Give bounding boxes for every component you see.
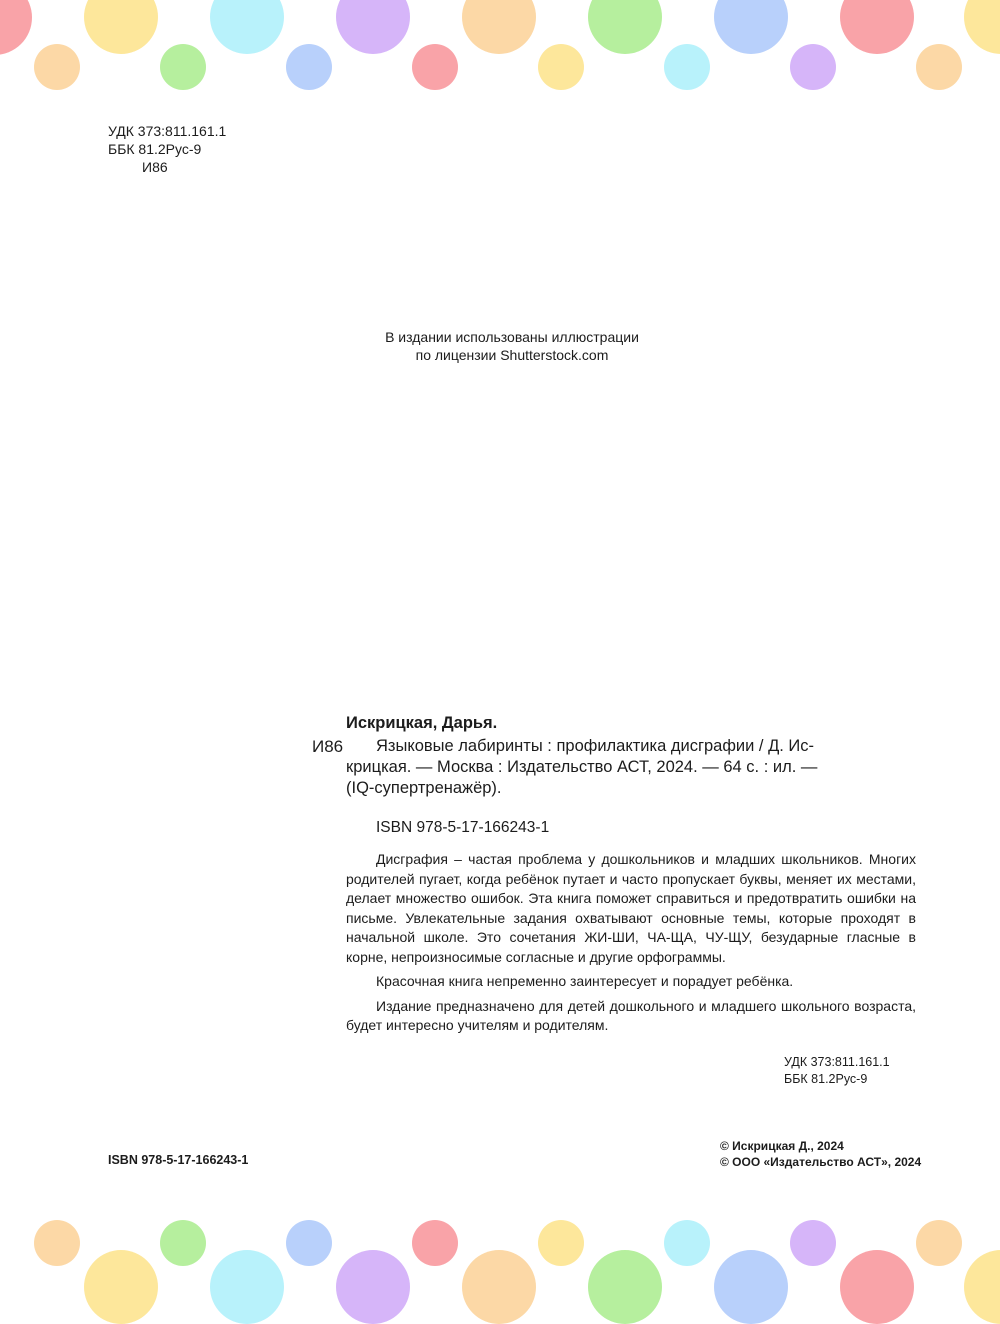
decor-dot	[840, 1250, 914, 1324]
decor-dot	[286, 1220, 332, 1266]
decor-dot	[84, 0, 158, 54]
license-line-2: по лицензии Shutterstock.com	[415, 347, 609, 363]
record-title-line-3: (IQ-супертренажёр).	[346, 779, 502, 797]
bbk-code: ББК 81.2Рус-9	[108, 141, 202, 157]
decor-dot	[34, 44, 80, 90]
record-title-line-1: Языковые лабиринты : профилактика дисграфии / Д. Ис-	[376, 737, 815, 755]
decor-dot	[664, 1220, 710, 1266]
decor-dot	[916, 44, 962, 90]
decor-dot	[34, 1220, 80, 1266]
decor-dot	[538, 1220, 584, 1266]
decor-dot	[462, 0, 536, 54]
decor-dot	[462, 1250, 536, 1324]
decor-dot	[336, 1250, 410, 1324]
decor-dot	[916, 1220, 962, 1266]
decor-dot	[714, 0, 788, 54]
author-mark: И86	[142, 159, 168, 175]
decor-dot	[538, 44, 584, 90]
decor-dot	[336, 0, 410, 54]
decor-dot	[790, 1220, 836, 1266]
license-note	[300, 328, 724, 364]
decor-dot	[964, 0, 1000, 54]
classification-codes-bottom	[784, 1054, 890, 1088]
annotation-paragraph-3: Издание предназначено для детей дошкольного и младшего школьного возраста, будет интересно учителям и родителям.	[346, 997, 916, 1033]
record-title-line-2: крицкая. — Москва : Издательство АСТ, 2024. — 64 с. : ил. —	[346, 758, 818, 776]
record-author-mark: И86	[312, 737, 344, 756]
record-isbn: ISBN 978-5-17-166243-1	[376, 819, 550, 836]
decor-dot	[412, 44, 458, 90]
decor-dot	[160, 44, 206, 90]
bbk-code-bottom: ББК 81.2Рус-9	[784, 1072, 868, 1086]
annotation-paragraph-1: Дисграфия – частая проблема у дошкольников и младших школьников. Многих родителей пугает, когда ребёнок путает и часто пропускает буквы, меняет их местами, делает множество ошибок. Эта книга поможет справиться и предотвратить ошибки на письме. Увлекательные задания охватывают основные темы, которые проходят в начальной школе. Это сочетания ЖИ-ШИ, ЧА-ЩА, ЧУ-ЩУ, безударные гласные в корне, непроизносимые согласные и другие орфограммы.	[346, 851, 916, 965]
decor-dot	[714, 1250, 788, 1324]
decor-dot	[412, 1220, 458, 1266]
record-title	[346, 736, 916, 799]
decor-dot	[0, 0, 32, 55]
bottom-dot-border	[0, 1202, 1000, 1312]
copyright-author: © Искрицкая Д., 2024	[720, 1139, 844, 1153]
decor-dot	[840, 0, 914, 54]
copyright-publisher: © ООО «Издательство АСТ», 2024	[720, 1155, 922, 1169]
decor-dot	[790, 44, 836, 90]
annotation	[346, 850, 916, 1036]
decor-dot	[286, 44, 332, 90]
annotation-paragraph-2: Красочная книга непременно заинтересует и порадует ребёнка.	[376, 973, 794, 989]
decor-dot	[664, 44, 710, 90]
udk-code: УДК 373:811.161.1	[108, 123, 227, 139]
decor-dot	[588, 1250, 662, 1324]
footer-isbn: ISBN 978-5-17-166243-1	[108, 1153, 249, 1167]
decor-dot	[210, 1250, 284, 1324]
decor-dot	[964, 1250, 1000, 1324]
decor-dot	[210, 0, 284, 54]
decor-dot	[160, 1220, 206, 1266]
classification-codes-top	[108, 122, 226, 176]
udk-code-bottom: УДК 373:811.161.1	[784, 1055, 890, 1069]
record-author: Искрицкая, Дарья.	[346, 714, 498, 732]
copyright-block	[720, 1138, 921, 1170]
decor-dot	[588, 0, 662, 54]
license-line-1: В издании использованы иллюстрации	[385, 329, 639, 345]
top-dot-border	[0, 0, 1000, 110]
decor-dot	[84, 1250, 158, 1324]
